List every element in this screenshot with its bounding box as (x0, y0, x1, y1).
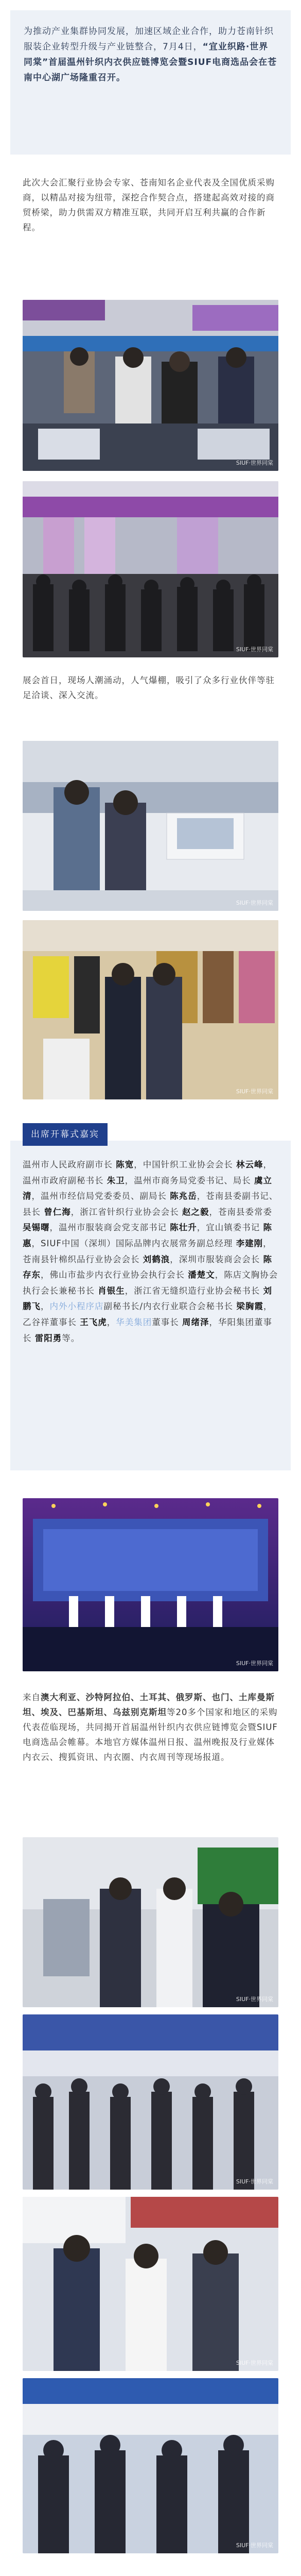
name-highlight: 陈壮升 (170, 1223, 197, 1233)
intro-text-bold: “宜业织路·世界同棠”首届温州针织内衣供应链博览会暨SIUF电商选品会在苍南中心湖广场隆重召开。 (24, 42, 277, 83)
text-segment: ，浙江省无缝织造行业协会秘书长 (125, 1285, 263, 1296)
name-highlight: 周绪泽 (182, 1317, 209, 1327)
expo-crowd-photo-6 (23, 2014, 278, 2190)
text-segment: 等。 (62, 1333, 80, 1343)
name-highlight: 林云峰 (236, 1160, 263, 1170)
paragraph-3 (23, 1690, 278, 1765)
paragraph-2: 展会首日，现场人潮涌动，人气爆棚，吸引了众多行业伙伴等驻足洽谈、深入交流。 (23, 675, 275, 700)
text-segment: 华美集团 (116, 1317, 152, 1327)
name-highlight: 李建刚 (236, 1238, 263, 1248)
text-segment: ，宜山镇委书记 (197, 1223, 263, 1233)
photo-watermark: SIUF·世界同棠 (236, 646, 273, 653)
name-highlight: 陈惠 (23, 1223, 272, 1248)
text-segment: ， (41, 1301, 50, 1312)
photo-watermark: SIUF·世界同棠 (236, 1088, 273, 1095)
name-highlight: 朱卫 (107, 1175, 125, 1185)
photo-watermark: SIUF·世界同棠 (236, 2360, 273, 2366)
text-segment: ，深圳市服装商会会长 (170, 1254, 263, 1264)
text-segment: 董事长 (152, 1317, 182, 1327)
name-highlight: 赵之毅 (182, 1207, 209, 1217)
photo-watermark: SIUF·世界同棠 (236, 1996, 273, 2003)
name-highlight: 吴锡曙 (23, 1223, 50, 1233)
name-highlight: 王飞虎 (80, 1317, 107, 1327)
name-highlight: 肖银生 (98, 1285, 125, 1296)
text-segment: ，SIUF中国（深圳）国际品牌内衣展常务副总经理 (31, 1238, 236, 1248)
guest-list-card (10, 1141, 291, 1470)
intro-summary-box (10, 10, 291, 155)
photo-watermark: SIUF·世界同棠 (236, 900, 273, 906)
name-highlight: 潘楚文 (188, 1270, 215, 1280)
expo-factory-photo-5 (23, 1837, 278, 2007)
photo-watermark: SIUF·世界同棠 (236, 460, 273, 466)
text-segment: ，中国针织工业协会会长 (134, 1160, 236, 1170)
text-segment: ，陈店文胸协会执行会长兼秘书长 (23, 1270, 278, 1296)
name-highlight: 梁胸霞 (236, 1301, 263, 1312)
text-segment: ，苍南县委副书记、县长 (23, 1191, 278, 1217)
text-segment: 来自 (23, 1692, 41, 1702)
paragraph-1: 此次大会汇聚行业协会专家、苍南知名企业代表及全国优质采购商，以精品对接为纽带，深挖合作契合点，搭建起高效对接的商贸桥梁，助力供需双方精准互联，共同开启互利共赢的合作新程。 (23, 178, 275, 232)
text-segment: ， (107, 1317, 116, 1327)
text-segment: 等20多个国家和地区的采购代表莅临现场，共同揭开首届温州针织内衣供应链博览会暨SIUF电商选品会帷幕。本地官方媒体温州日报、温州晚报及行业媒体内衣云、搜狐资讯、内衣圈、内衣周刊等现场报道。 (23, 1707, 278, 1762)
text-segment: ，华阳集团董事长 (23, 1317, 272, 1343)
guest-list-section (10, 1123, 291, 1471)
name-highlight: 曾仁海 (44, 1207, 71, 1217)
text-segment: 温州市人民政府副市长 (23, 1160, 116, 1170)
guest-list-header: 出席开幕式嘉宾 (23, 1123, 108, 1146)
text-segment: ，浙江省针织行业协会会长 (70, 1207, 182, 1217)
name-highlight: 澳大利亚、沙特阿拉伯、土耳其、俄罗斯、也门、土库曼斯坦、埃及、巴基斯坦、乌兹别克斯坦 (23, 1692, 275, 1717)
guest-list-text (23, 1157, 278, 1346)
photo-watermark: SIUF·世界同棠 (236, 2178, 273, 2185)
name-highlight: 陈兆岳 (170, 1191, 197, 1201)
name-highlight: 陈存东 (23, 1254, 272, 1280)
intro-text-plain: 为推动产业集群协同发展，加速区域企业合作，助力苍南针织服装企业转型升级与产业链整合，7月4日， (24, 26, 274, 52)
text-segment: ，苍南县针棉织品行业协会会长 (23, 1238, 272, 1264)
expo-booth-photo-1 (23, 300, 278, 471)
expo-hall-photo-2 (23, 481, 278, 657)
text-segment: 副秘书长/内衣行业联合会秘书长 (103, 1301, 237, 1312)
photo-watermark: SIUF·世界同棠 (236, 1660, 273, 1667)
expo-garment-photo-4 (23, 920, 278, 1099)
name-highlight: 陈宽 (116, 1160, 134, 1170)
opening-ceremony-stage-photo (23, 1498, 278, 1671)
text-segment: ，苍南县委常委 (209, 1207, 272, 1217)
text-segment: ，温州市政府副秘书长 (23, 1160, 272, 1185)
text-segment: ，温州市经信局党委委员、副局长 (31, 1191, 170, 1201)
name-highlight: 雷阳勇 (34, 1333, 62, 1343)
text-segment: ，温州市商务局党委书记、局长 (125, 1175, 254, 1185)
intro-text (24, 24, 277, 86)
name-highlight: 刘鹤浪 (143, 1254, 170, 1264)
text-segment: 内外小程序店 (49, 1301, 104, 1312)
expo-machine-photo-3 (23, 741, 278, 911)
expo-visitors-photo-7 (23, 2197, 278, 2371)
expo-visitors-photo-8 (23, 2378, 278, 2553)
text-segment: ，乙谷祥董事长 (23, 1301, 273, 1327)
text-segment: ，温州市服装商会党支部书记 (49, 1223, 170, 1233)
photo-watermark: SIUF·世界同棠 (236, 2542, 273, 2549)
name-highlight: 刘鹏飞 (23, 1285, 272, 1312)
text-segment: ，佛山市盐步内衣行业协会执行会长 (41, 1270, 188, 1280)
name-highlight: 虞立清 (23, 1175, 272, 1201)
